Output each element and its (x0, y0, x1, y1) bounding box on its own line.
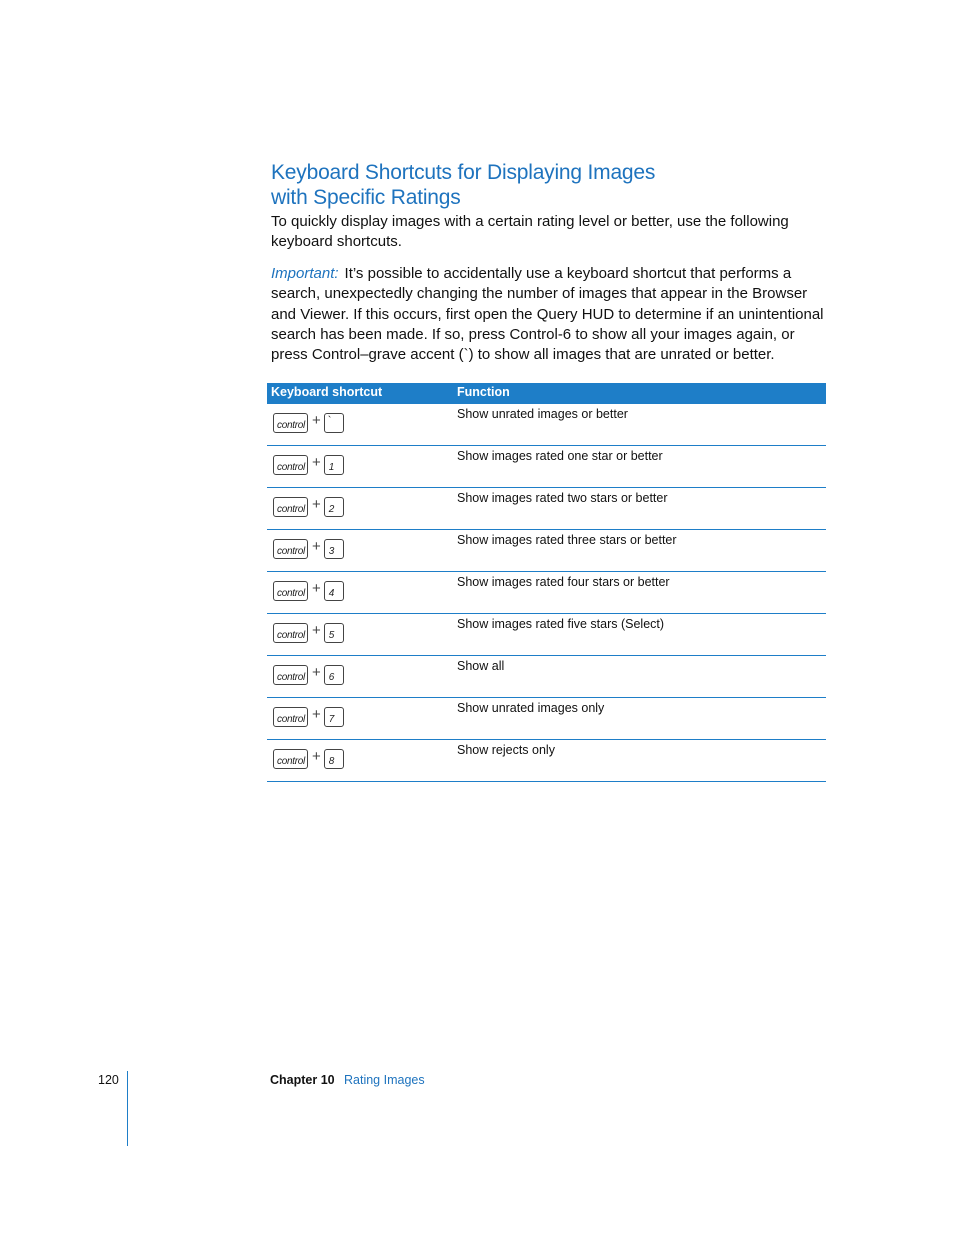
function-description: Show images rated two stars or better (457, 491, 668, 505)
table-row (267, 572, 826, 614)
heading-line-2: with Specific Ratings (271, 186, 461, 209)
shortcuts-table (267, 383, 826, 782)
shortcut-keys (273, 538, 344, 560)
key-cap-label: ` (327, 415, 332, 427)
control-key-icon (273, 749, 308, 769)
plus-icon: + (312, 496, 321, 513)
plus-icon: + (312, 454, 321, 471)
function-description: Show images rated three stars or better (457, 533, 677, 547)
key-cap-label: 4 (328, 588, 335, 599)
main-content (271, 160, 831, 365)
plus-icon: + (312, 748, 321, 765)
plus-icon: + (312, 706, 321, 723)
shortcut-keys (273, 622, 344, 644)
function-description: Show all (457, 659, 505, 673)
key-cap-icon (324, 581, 344, 601)
control-key-label: control (277, 546, 305, 557)
key-cap-label: 8 (328, 756, 335, 767)
shortcut-keys (273, 412, 344, 434)
control-key-icon (273, 581, 308, 601)
section-heading (271, 160, 831, 210)
table-body (267, 404, 826, 782)
plus-icon: + (312, 622, 321, 639)
column-header-function: Function (457, 385, 510, 399)
table-row (267, 656, 826, 698)
table-row (267, 404, 826, 446)
function-description: Show rejects only (457, 743, 555, 757)
chapter-label: Chapter 10 (270, 1073, 335, 1087)
key-cap-icon (324, 749, 344, 769)
table-row (267, 446, 826, 488)
key-cap-label: 2 (328, 504, 335, 515)
shortcut-keys (273, 580, 344, 602)
table-row (267, 740, 826, 782)
key-cap-label: 3 (328, 546, 335, 557)
important-note (271, 264, 826, 365)
key-cap-icon (324, 623, 344, 643)
shortcut-keys (273, 496, 344, 518)
key-cap-icon (324, 707, 344, 727)
key-cap-label: 5 (328, 630, 335, 641)
control-key-icon (273, 623, 308, 643)
control-key-icon (273, 455, 308, 475)
plus-icon: + (312, 412, 321, 429)
control-key-label: control (277, 714, 305, 725)
plus-icon: + (312, 538, 321, 555)
shortcut-keys (273, 454, 344, 476)
heading-line-1: Keyboard Shortcuts for Displaying Images (271, 161, 656, 184)
control-key-label: control (277, 756, 305, 767)
control-key-label: control (277, 672, 305, 683)
page-number: 120 (98, 1073, 119, 1087)
control-key-icon (273, 413, 308, 433)
control-key-label: control (277, 630, 305, 641)
control-key-label: control (277, 504, 305, 515)
control-key-icon (273, 665, 308, 685)
control-key-icon (273, 497, 308, 517)
key-cap-icon (324, 413, 344, 433)
intro-paragraph: To quickly display images with a certain rating level or better, use the following keyboard shortcuts. (271, 213, 789, 250)
shortcut-keys (273, 706, 344, 728)
key-cap-icon (324, 539, 344, 559)
chapter-title: Rating Images (344, 1073, 425, 1087)
key-cap-label: 1 (328, 462, 335, 473)
important-text: It’s possible to accidentally use a keyboard shortcut that performs a search, unexpectedly changing the number of images that appear in the Browser and Viewer. If this occurs, first open the Query HUD to determine if an unintentional search has been made. If so, press Control-6 to show all your images again, or press Control–grave accent (`) to show all images that are unrated or better. (271, 265, 824, 364)
function-description: Show images rated four stars or better (457, 575, 670, 589)
key-cap-label: 7 (328, 714, 335, 725)
plus-icon: + (312, 580, 321, 597)
key-cap-label: 6 (328, 672, 335, 683)
control-key-label: control (277, 420, 305, 431)
control-key-label: control (277, 588, 305, 599)
table-row (267, 614, 826, 656)
function-description: Show unrated images only (457, 701, 605, 715)
column-header-shortcut: Keyboard shortcut (271, 385, 383, 399)
control-key-icon (273, 707, 308, 727)
key-cap-icon (324, 455, 344, 475)
table-row (267, 530, 826, 572)
control-key-icon (273, 539, 308, 559)
shortcut-keys (273, 664, 344, 686)
function-description: Show images rated five stars (Select) (457, 617, 665, 631)
plus-icon: + (312, 664, 321, 681)
shortcut-keys (273, 748, 344, 770)
key-cap-icon (324, 497, 344, 517)
table-header (267, 383, 826, 404)
function-description: Show images rated one star or better (457, 449, 663, 463)
function-description: Show unrated images or better (457, 407, 628, 421)
key-cap-icon (324, 665, 344, 685)
footer-rule (127, 1071, 128, 1146)
table-row (267, 698, 826, 740)
important-label: Important: (271, 265, 339, 282)
table-row (267, 488, 826, 530)
control-key-label: control (277, 462, 305, 473)
